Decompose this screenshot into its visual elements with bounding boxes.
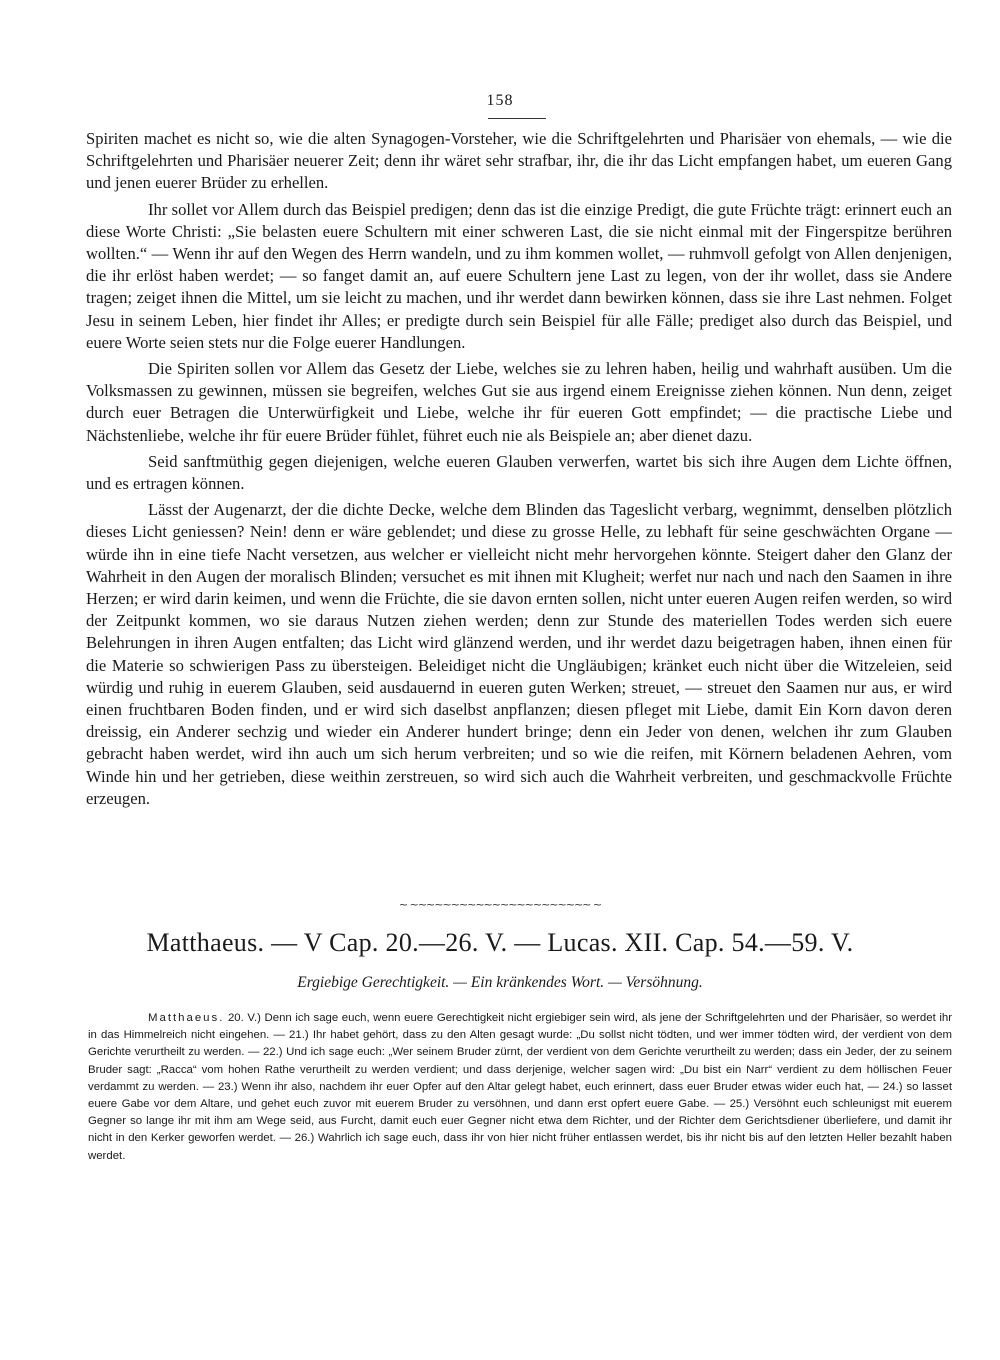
scripture-passage: [88, 1010, 952, 1165]
section-heading: Matthaeus. — V Cap. 20.—26. V. — Lucas. XII. Cap. 54.—59. V.: [146, 928, 854, 957]
paragraph: Die Spiriten sollen vor Allem das Gesetz der Liebe, welches sie zu lehren haben, heilig und wahrhaft ausüben. Um die Volksmassen zu gewinnen, müssen sie begreifen, welches Gut sie aus irgend einem Ereignisse ziehen können. Nun denn, zeiget durch euer Betragen die Unterwürfigkeit und Liebe, welche ihr für eueren Gott empfindet; — die practische Liebe und Nächstenliebe, welche ihr für euere Brüder fühlet, führet euch nie als Beispiele an; aber dienet dazu.: [86, 359, 952, 445]
main-text: [86, 128, 952, 814]
section-ornament: ~ ~~~~~~~~~~~~~~~~~~~~~~ ~: [398, 898, 602, 911]
paragraph: Lässt der Augenarzt, der die dichte Decke, welche dem Blinden das Tageslicht verbarg, wegnimmt, denselben plötzlich dieses Licht geniessen? Nein! denn er wäre geblendet; und diese zu grosse Helle, zu lebhaft für seine geschwächten Organe — würde ihn in eine tiefe Nacht versetzen, aus welcher er vielleicht nicht mehr hervorgehen könnte. Steigert daher den Glanz der Wahrheit in den Augen der moralisch Blinden; versuchet es mit ihnen mit Klugheit; werfet nur nach und nach den Saamen in ihre Herzen; er wird darin keimen, und wenn die Früchte, die sie davon ernten sollen, nicht unter eueren Augen reifen werden, so wird der Zeitpunkt kommen, wo sie daraus Nutzen ziehen werden; denn zur Stunde des materiellen Todes werden sich euere Belehrungen in ihren Augen entfalten; das Licht wird glänzend werden, und ihr werdet dazu beigetragen haben, ihnen einen für die Materie so schwierigen Pass zu übersteigen. Beleidiget nicht die Ungläubigen; kränket euch nicht über die Witzeleien, seid würdig und ruhig in euerem Glauben, seid ausdauernd in eueren guten Werken; streuet, — streuet den Saamen nur aus, er wird einen fruchtbaren Boden finden, und er wird sich daselbst anpflanzen; diesen pfleget mit Liebe, damit Ein Korn davon deren dreissig, ein Anderer sechzig und wieder ein Anderer hundert bringe; denn ein Jeder von denen, welchen ihr zum Glauben gebracht haben werdet, wird ihn auch um sich herum verbreiten; und so wie die reifen, mit Körnern beladenen Aehren, vom Winde hin und her getrieben, diese weithin zerstreuen, so wird sich auch die Wahrheit verbreiten, und geschmackvolle Früchte erzeugen.: [86, 500, 952, 808]
page-number-rule: [488, 118, 546, 119]
passage-text: 20. V.) Denn ich sage euch, wenn euere Gerechtigkeit nicht ergiebiger sein wird, als jene der Schriftgelehrten und der Pharisäer, so werdet ihr in das Himmelreich nicht eingehen. — 21.) Ihr habet gehört, dass zu den Alten gesagt wurde: „Du sollst nicht tödten, und wer immer tödten wird, der verdient von dem Gerichte verurtheilt zu werden. — 22.) Und ich sage euch: „Wer seinem Bruder zürnt, der verdient von dem Gerichte verurtheilt zu werden; dass ein Jeder, der zu seinem Bruder sagt: „Racca“ vom hohen Rathe verurtheilt zu werden verdient; und dass derjenige, welcher sagen wird: „Du bist ein Narr“ verdient zu dem höllischen Feuer verdammt zu werden. — 23.) Wenn ihr also, nachdem ihr euer Opfer auf den Altar gelegt habet, euch erinnert, dass euer Bruder etwas wider euch hat, — 24.) so lasset euere Gabe vor dem Altare, und gehet euch zuvor mit euerem Bruder zu versöhnen, und dann erst opfert euere Gabe. — 25.) Versöhnt euch schleunigst mit euerem Gegner so lange ihr mit ihm am Wege seid, aus Furcht, damit euch euer Gegner nicht etwa dem Richter, und der Richter dem Gerichtsdiener überliefere, und damit ihr nicht in den Kerker geworfen werdet. — 26.) Wahrlich ich sage euch, dass ihr von hier nicht früher entlassen werdet, bis ihr nicht bis auf den letzten Heller bezahlt haben werdet.: [88, 1012, 952, 1162]
source-label: Matthaeus.: [148, 1012, 225, 1024]
paragraph: Spiriten machet es nicht so, wie die alten Synagogen-Vorsteher, wie die Schriftgelehrten und Pharisäer von ehemals, — wie die Schriftgelehrten und Pharisäer neuerer Zeit; denn ihr wäret sehr strafbar, ihr, die ihr das Licht empfangen habet, um eueren Gang und jenen euerer Brüder zu erhellen.: [86, 129, 952, 193]
page-number: 158: [486, 92, 514, 109]
paragraph: Seid sanftmüthig gegen diejenigen, welche eueren Glauben verwerfen, wartet bis sich ihre Augen dem Lichte öffnen, und es ertragen können.: [86, 451, 952, 494]
paragraph: Ihr sollet vor Allem durch das Beispiel predigen; denn das ist die einzige Predigt, die gute Früchte trägt: erinnert euch an diese Worte Christi: „Sie belasten euere Schultern mit einer schweren Last, die sie nicht einmal mit der Fingerspitze berühren wollten.“ — Wenn ihr auf den Wegen des Herrn wandeln, und zu ihm kommen wollet, — ruhmvoll gefolgt von Allen denjenigen, die ihr erlöst haben werdet; — so fanget damit an, auf euere Schultern jene Last zu legen, von der ihr wollet, dass sie Andere tragen; zeiget ihnen die Mittel, um sie leicht zu machen, und ihr werdet dann bewirken können, dass sie ihre Last nehmen. Folget Jesu in seinem Leben, hier findet ihr Alles; er predigte durch sein Beispiel für alle Fälle; prediget also durch das Beispiel, und euere Worte seien stets nur die Folge euerer Handlungen.: [86, 199, 952, 352]
section-subtitle: Ergiebige Gerechtigkeit. — Ein kränkendes Wort. — Versöhnung.: [297, 974, 703, 991]
